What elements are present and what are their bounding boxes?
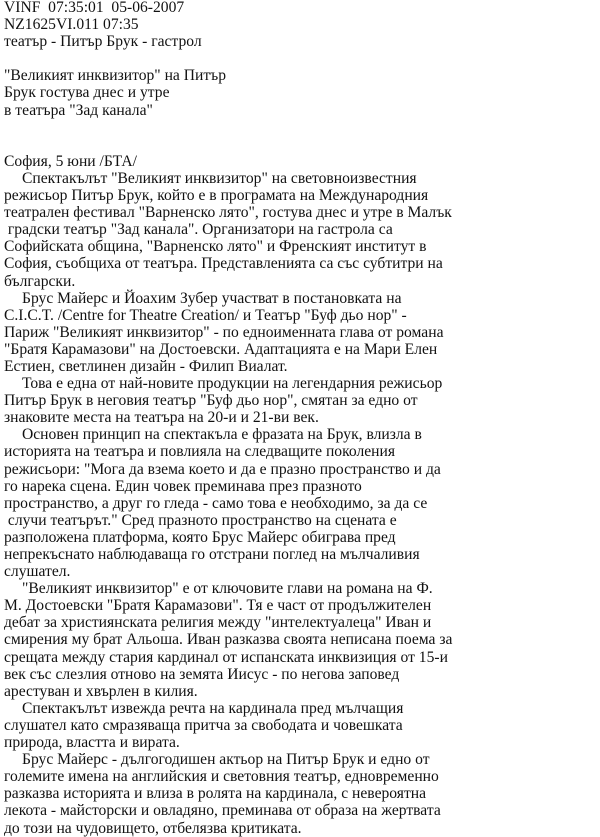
paragraph-line: големите имена на английския и световния театър, едновременно — [4, 768, 439, 786]
paragraph-line: режисьори: "Мога да взема което и да е празно пространство и да — [4, 460, 441, 478]
paragraph-line: непрекъснато наблюдаваща го отстрани поглед на мълчаливия — [4, 546, 420, 563]
spacer — [4, 119, 600, 136]
headline — [4, 67, 600, 118]
headline-line: Брук гостува днес и утре — [4, 84, 170, 102]
paragraph-2 — [4, 290, 600, 375]
paragraph-line: Париж "Великият инквизитор" - по едноименната глава от романа — [4, 323, 444, 341]
paragraph-line: пространство, а друг го гледа - само това е необходимо, за да се — [4, 494, 428, 512]
paragraph-line: Това е една от най-новите продукции на легендарния режисьор — [22, 375, 443, 393]
paragraph-line: до този на чудовището, отбелязва критиката. — [4, 819, 302, 837]
paragraph-line: разказва историята и влиза в ролята на кардинала, с невероятна — [4, 785, 427, 803]
paragraph-line: C.I.C.T. /Centre for Theatre Creation/ и Театър "Буф дьо нор" - — [4, 306, 407, 324]
spacer — [4, 136, 600, 153]
news-article — [4, 0, 600, 837]
paragraph-line: София, съобщиха от театъра. Представленията са със субтитри на — [4, 255, 443, 273]
paragraph-line: слушател. — [4, 563, 71, 581]
paragraph-line: знаковите места на театъра на 20-и и 21-ви век. — [4, 409, 319, 427]
paragraph-line: слушател като смразяваща притча за свободата и човешката — [4, 716, 403, 734]
paragraph-line: арестуван и хвърлен в килия. — [4, 682, 198, 700]
paragraph-line: режисьор Питър Брук, който е в програмата на Международния — [4, 187, 429, 205]
headline-line: в театъра "Зад канала" — [4, 101, 153, 119]
paragraph-line: срещата между стария кардинал от испанската инквизиция от 15-и — [4, 648, 448, 666]
headline-line: "Великият инквизитор" на Питър — [4, 67, 227, 85]
paragraph-line: български. — [4, 272, 76, 290]
paragraph-line: природа, властта и вирата. — [4, 734, 180, 752]
paragraph-line: разположена платформа, която Брус Майерс обиграва пред — [4, 528, 396, 546]
keywords-line: театър - Питър Брук - гастрол — [4, 33, 202, 51]
spacer — [4, 50, 600, 67]
paragraph-7 — [4, 751, 600, 836]
paragraph-line: театрален фестивал "Варненско лято", гостува днес и утре в Малък — [4, 204, 452, 222]
paragraph-line: М. Достоевски "Братя Карамазови". Тя е част от продължителен — [4, 597, 432, 615]
paragraph-line: смирения му брат Альоша. Иван разказва своята неписана поема за — [4, 631, 453, 649]
paragraph-line: век със слезлия отново на земята Иисус - по негова заповед — [4, 665, 400, 683]
paragraph-line: Спектакълът "Великият инквизитор" на световноизвестния — [22, 169, 417, 187]
paragraph-line: Основен принцип на спектакъла е фразата на Брук, влизла в — [22, 426, 422, 444]
paragraph-1 — [4, 170, 600, 290]
paragraph-line: "Братя Карамазови" на Достоевски. Адаптацията е на Мари Елен — [4, 340, 438, 358]
paragraph-6 — [4, 700, 600, 751]
paragraph-line: историята на театъра и повлияла на следващите поколения — [4, 443, 396, 461]
paragraph-4 — [4, 426, 600, 580]
paragraph-line: го нарека сцена. Един човек преминава през празното — [4, 477, 362, 495]
dateline: София, 5 юни /БТА/ — [4, 152, 137, 170]
article-id-line: NZ1625VI.011 07:35 — [4, 16, 139, 34]
paragraph-line: лекота - майсторски и овладяно, преминава от образа на жертвата — [4, 802, 441, 820]
paragraph-line: Софийската община, "Варненско лято" и Френският институт в — [4, 238, 427, 256]
paragraph-line: Питър Брук в неговия театър "Буф дьо нор", смятан за едно от — [4, 392, 418, 410]
paragraph-line: случи театърът." Сред празното пространство на сцената е — [4, 511, 397, 529]
paragraph-line: Брус Майерс и Йоахим Зубер участват в постановката на — [22, 289, 402, 307]
paragraph-line: Брус Майерс - дългогодишен актьор на Питър Брук и едно от — [22, 751, 430, 769]
paragraph-line: градски театър "Зад канала". Организатори на гастрола са — [4, 221, 393, 239]
paragraph-line: "Великият инквизитор" е от ключовите глави на романа на Ф. — [22, 580, 433, 598]
paragraph-line: Естиен, светлинен дизайн - Филип Виалат. — [4, 357, 288, 375]
paragraph-line: дебат за християнската религия между "интелектуалеца" Иван и — [4, 614, 432, 632]
paragraph-5 — [4, 580, 600, 700]
paragraph-line: Спектакълът извежда речта на кардинала пред мълчащия — [22, 699, 404, 717]
service-line: VINF 07:35:01 05-06-2007 — [4, 0, 185, 16]
paragraph-3 — [4, 375, 600, 426]
